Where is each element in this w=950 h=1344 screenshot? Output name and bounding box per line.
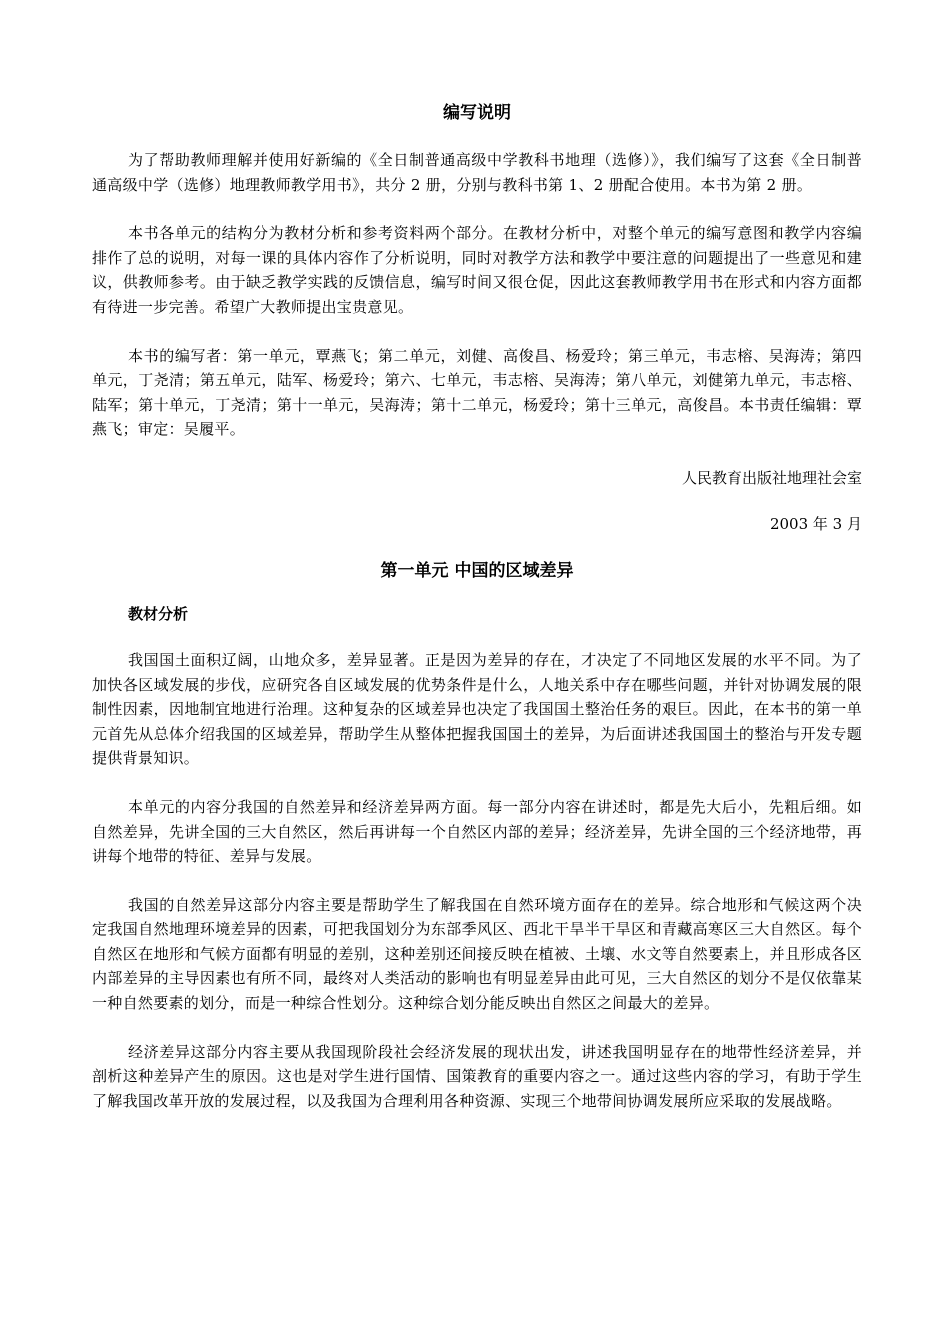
preface-title: 编写说明 bbox=[443, 103, 511, 123]
section-heading: 教材分析 bbox=[128, 604, 189, 623]
chapter-paragraph-2: 本单元的内容分我国的自然差异和经济差异两方面。每一部分内容在讲述时，都是先大后小，先粗后细。如自然差异，先讲全国的三大自然区，然后再讲每一个自然区内部的差异；经济差异，先讲全国的三个经济地带，再讲每个地带的特征、差异与发展。 bbox=[92, 797, 862, 866]
preface-paragraph-3: 本书的编写者：第一单元，覃燕飞；第二单元，刘健、高俊昌、杨爱玲；第三单元，韦志榕、吴海涛；第四单元，丁尧清；第五单元，陆军、杨爱玲；第六、七单元，韦志榕、吴海涛；第八单元，刘健第九单元，韦志榕、陆军；第十单元，丁尧清；第十一单元，吴海涛；第十二单元，杨爱玲；第十三单元，高俊昌。本书责任编辑：覃燕飞；审定：吴履平。 bbox=[92, 346, 862, 439]
preface-paragraph-1: 为了帮助教师理解并使用好新编的《全日制普通高级中学教科书地理（选修）》，我们编写了这套《全日制普通高级中学（选修）地理教师教学用书》，共分 2 册，分别与教科书第 1、2 册配合使用。本书为第 2 册。 bbox=[92, 151, 862, 194]
publisher-signature: 人民教育出版社地理社会室 bbox=[681, 468, 862, 487]
preface-paragraph-2: 本书各单元的结构分为教材分析和参考资料两个部分。在教材分析中，对整个单元的编写意图和教学内容编排作了总的说明，对每一课的具体内容作了分析说明，同时对教学方法和教学中要注意的问题提出了一些意见和建议，供教师参考。由于缺乏教学实践的反馈信息，编写时间又很仓促，因此这套教师教学用书在形式和内容方面都有待进一步完善。希望广大教师提出宝贵意见。 bbox=[92, 224, 862, 316]
document-page bbox=[92, 100, 862, 1137]
chapter-paragraph-4: 经济差异这部分内容主要从我国现阶段社会经济发展的现状出发，讲述我国明显存在的地带性经济差异，并剖析这种差异产生的原因。这也是对学生进行国情、国策教育的重要内容之一。通过这些内容的学习，有助于学生了解我国改革开放的发展过程，以及我国为合理利用各种资源、实现三个地带间协调发展所应采取的发展战略。 bbox=[92, 1042, 862, 1110]
chapter-paragraph-3: 我国的自然差异这部分内容主要是帮助学生了解我国在自然环境方面存在的差异。综合地形和气候这两个决定我国自然地理环境差异的因素，可把我国划分为东部季风区、西北干旱半干旱区和青藏高寒区三大自然区。每个自然区在地形和气候方面都有明显的差别，这种差别还间接反映在植被、土壤、水文等自然要素上，并且形成各区内部差异的主导因素也有所不同，最终对人类活动的影响也有明显差异由此可见，三大自然区的划分不是仅依靠某一种自然要素的划分，而是一种综合性划分。这种综合划分能反映出自然区之间最大的差异。 bbox=[92, 895, 862, 1013]
preface-date: 2003 年 3 月 bbox=[769, 514, 862, 533]
chapter-title: 第一单元 中国的区域差异 bbox=[380, 560, 574, 581]
chapter-paragraph-1: 我国国土面积辽阔，山地众多，差异显著。正是因为差异的存在，才决定了不同地区发展的水平不同。为了加快各区域发展的步伐，应研究各自区域发展的优势条件是什么，人地关系中存在哪些问题，并针对协调发展的限制性因素，因地制宜地进行治理。这种复杂的区域差异也决定了我国国土整治任务的艰巨。因此，在本书的第一单元首先从总体介绍我国的区域差异，帮助学生从整体把握我国国土的差异，为后面讲述我国国土的整治与开发专题提供背景知识。 bbox=[92, 650, 862, 768]
